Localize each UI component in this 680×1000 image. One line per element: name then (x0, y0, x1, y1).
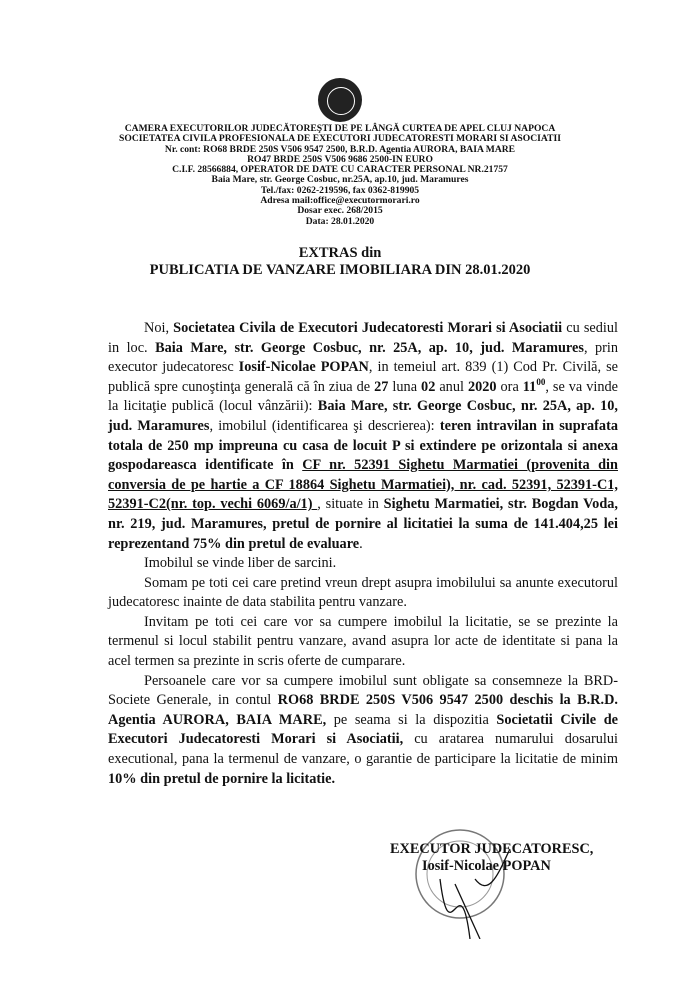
paragraph (108, 672, 618, 790)
text-segment: luna (388, 378, 422, 395)
text-segment: Imobilul se vinde liber de sarcini. (144, 555, 337, 572)
header-line: CAMERA EXECUTORILOR JUDECĂTOREŞTI DE PE LÂNGĂ CURTEA DE APEL CLUJ NAPOCA (124, 123, 556, 134)
text-segment: teren intravilan in suprafata totala de 250 mp impreuna cu casa de locuit P si extindere pe orizontala si anexa gospodareasca identificate în (108, 417, 618, 474)
paragraph (108, 319, 618, 554)
text-segment: CF nr. 52391 Sighetu Marmatiei (provenita din conversia de pe hartie a CF 18864 Sighetu Marmatiei), nr. cad. 52391, 52391-C1, 52391-C2(nr. top. vechi 6069/a/1) (108, 457, 618, 513)
paragraph (108, 554, 618, 574)
text-segment: 2020 (467, 378, 497, 395)
paragraph (108, 613, 618, 672)
text-segment: Baia Mare, str. George Cosbuc, nr. 25A, ap. 10, jud. Maramures (108, 398, 618, 434)
header-line: Data: 28.01.2020 (305, 215, 375, 227)
text-segment: Sighetu Marmatiei, str. Bogdan Voda, nr. 219, jud. Maramures, pretul de pornire al licitatiei la suma de 141.404,25 lei reprezentand 75% din pretul de evaluare (108, 496, 618, 552)
signature-role: EXECUTOR JUDECATORESC, (390, 841, 594, 858)
header-line: Nr. cont: RO68 BRDE 250S V506 9547 2500, B.R.D. Agentia AURORA, BAIA MARE (164, 143, 516, 155)
header-line: Baia Mare, str. George Cosbuc, nr.25A, ap.10, jud. Maramures (211, 174, 469, 186)
header-line: SOCIETATEA CIVILA PROFESIONALA DE EXECUTORI JUDECATORESTI MORARI SI ASOCIATII (119, 133, 561, 145)
text-segment: , situate in (317, 496, 384, 513)
title-line: PUBLICATIA DE VANZARE IMOBILIARA DIN 28.01.2020 (149, 261, 531, 278)
text-segment: 00 (536, 376, 546, 387)
text-segment: Baia Mare, str. George Cosbuc, nr. 25A, ap. 10, jud. Maramures (155, 339, 584, 356)
document-header (50, 124, 630, 227)
text-segment: Persoanele care vor sa cumpere imobilul sunt obligate sa consemneze la BRD-Societe Generale, in contul (108, 672, 618, 709)
text-segment: Somam pe toti cei care pretind vreun drept asupra imobilului sa anunte executorul judecatoresc inainte de data stabilita pentru vanzare. (108, 574, 618, 611)
header-line: RO47 BRDE 250S V506 9686 2500-IN EURO (247, 153, 433, 165)
signature-name: Iosif-Nicolae POPAN (422, 858, 551, 875)
text-segment: , se va vinde la licitaţie publică (locul vânzării): (108, 378, 619, 415)
text-segment: anul (435, 378, 468, 395)
text-segment: Noi, (144, 319, 174, 336)
text-segment: , in temeiul art. 839 (1) Cod Pr. Civilă, se publică spre cunoştinţa generală că în ziua de (108, 359, 619, 395)
text-segment: pe seama si la dispozitia (326, 711, 497, 728)
signature-area (380, 819, 620, 949)
title-line: EXTRAS din (298, 244, 382, 261)
text-segment: 11 (522, 378, 537, 395)
text-segment: cu aratarea numarului dosarului executional, pana la termenul de vanzare, o garantie de participare la licitatie de minim (108, 731, 618, 768)
document-title (85, 245, 595, 279)
text-segment: Societatea Civila de Executori Judecatoresti Morari si Asociatii (173, 319, 563, 336)
text-segment: ora (496, 378, 523, 395)
text-segment: , prin executor judecatoresc (108, 339, 619, 376)
text-segment: 10% din pretul de pornire la licitatie. (108, 770, 336, 787)
header-line: C.I.F. 28566884, OPERATOR DE DATE CU CARACTER PERSONAL NR.21757 (172, 164, 508, 176)
text-segment: Societatii Civile de Executori Judecatoresti Morari si Asociatii, (108, 711, 619, 748)
document-body (108, 319, 618, 789)
text-segment: cu sediul in loc. (108, 319, 618, 356)
paragraph (108, 574, 618, 613)
text-segment: , imobilul (identificarea şi descrierea): (209, 417, 440, 434)
text-segment: RO68 BRDE 250S V506 9547 2500 deschis la B.R.D. Agentia AURORA, BAIA MARE, (108, 692, 618, 728)
header-line: Tel./fax: 0262-219596, fax 0362-819905 (260, 184, 420, 196)
header-line: Adresa mail:office@executormorari.ro (260, 195, 420, 207)
chamber-emblem-logo (318, 78, 362, 122)
signature-block (380, 819, 620, 875)
header-line: Dosar exec. 268/2015 (297, 205, 383, 217)
text-segment: 27 (374, 378, 389, 395)
text-segment: Iosif-Nicolae POPAN (238, 359, 369, 376)
text-segment: Invitam pe toti cei care vor sa cumpere imobilul la licitatie, se se prezinte la termenul si locul stabilit pentru vanzare, avand asupra lor acte de identitate si pana la acel termen sa prezinte in scris oferte de cumparare. (108, 613, 618, 670)
text-segment: 02 (421, 378, 436, 395)
text-segment: . (359, 535, 363, 552)
